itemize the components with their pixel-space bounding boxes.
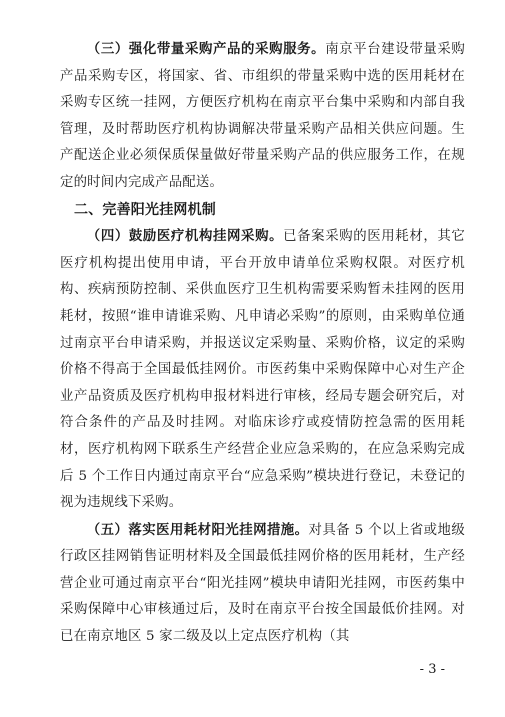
paragraph-5-text: 对具备 5 个以上省或地级行政区挂网销售证明材料及全国最低挂网价格的医用耗材，生产经营企业可通过南京平台“阳光挂网”模块申请阳光挂网，市医药集中采购保障中心审核通过后，及时在南京平台按全国最低价挂网。对已在南京地区 5 家二级及以上定点医疗机构（其: [60, 522, 465, 645]
section-heading-2: 二、完善阳光挂网机制: [74, 201, 216, 218]
paragraph-4-lead: （四）鼓励医疗机构挂网采购。: [86, 228, 284, 245]
paragraph-4: [60, 223, 465, 517]
paragraph-4-text: 已备案采购的医用耗材，其它医疗机构提出使用申请，平台开放申请单位采购权限。对医疗机构、疾病预防控制、采供血医疗卫生机构需要采购暂未挂网的医用耗材，按照“谁申请谁采购、凡申请必采购”的原则，由采购单位通过南京平台申请采购，并报送议定采购量、采购价格，议定的采购价格不得高于全国最低挂网价。市医药集中采购保障中心对生产企业产品资质及医疗机构申报材料进行审核，经局专题会研究后，对符合条件的产品及时挂网。对临床诊疗或疫情防控急需的医用耗材，医疗机构网下联系生产经营企业应急采购的，在应急采购完成后 5 个工作日内通过南京平台“应急采购”模块进行登记，未登记的视为违规线下采购。: [60, 229, 465, 511]
paragraph-3-lead: （三）强化带量采购产品的采购服务。: [86, 41, 326, 57]
paragraph-5-lead: （五）落实医用耗材阳光挂网措施。: [86, 521, 309, 538]
page-number: - 3 -: [419, 662, 445, 677]
paragraph-3: [60, 36, 465, 197]
paragraph-5: [60, 517, 465, 651]
body-text: [60, 36, 465, 651]
paragraph-3-text: 南京平台建设带量采购产品采购专区，将国家、省、市组织的带量采购中选的医用耗材在采购专区统一挂网，方便医疗机构在南京平台集中采购和内部自我管理，及时帮助医疗机构协调解决带量采购产品相关供应问题。生产配送企业必须保质保量做好带量采购产品的供应服务工作，在规定的时间内完成产品配送。: [60, 42, 466, 190]
